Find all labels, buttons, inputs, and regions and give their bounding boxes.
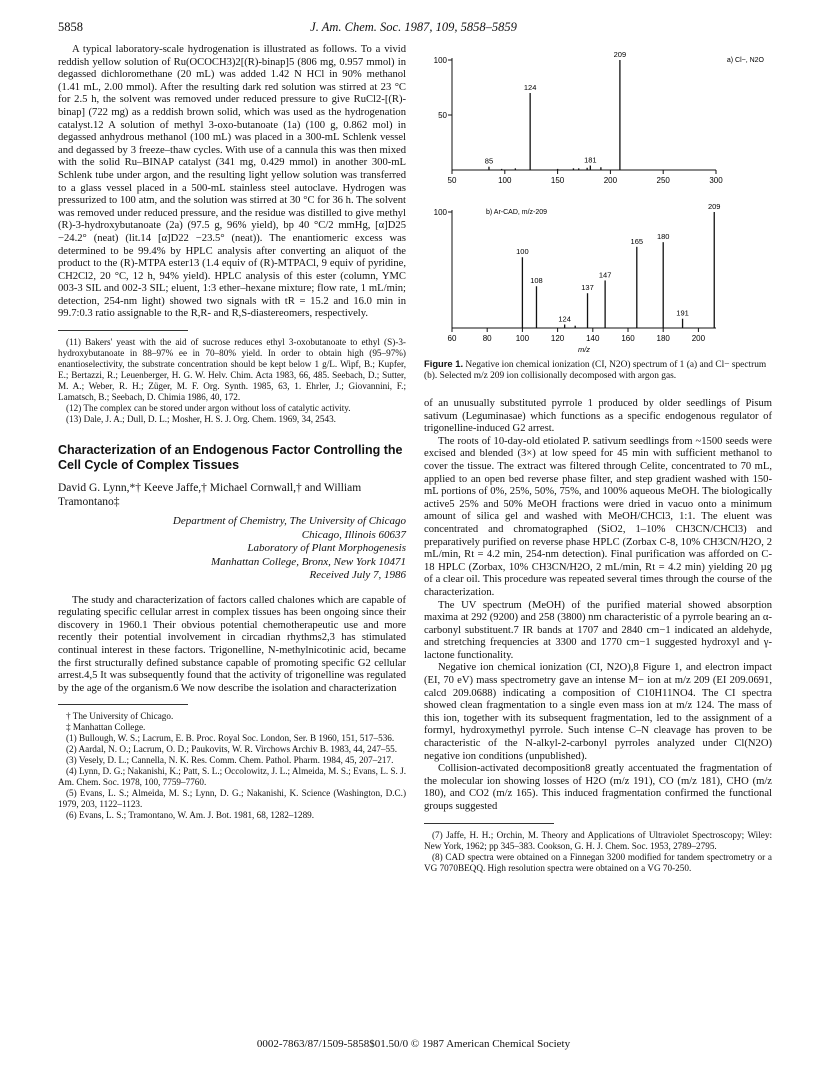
x-tick-label: 100 xyxy=(515,334,530,343)
peak-label: 165 xyxy=(630,236,644,246)
footnote-11: (11) Bakers' yeast with the aid of sucrose reduces ethyl 3-oxobutanoate to ethyl (S)-3-hydroxybutanoate in 88–97% ee in 70–80% yield. In order to obtain high (95–97%) enantioselectivity, the substrate concentration should be kept below 1 g/L. Wipf, B.; Kupfer, E.; Bertazzi, R.; Leuenberger, H. G. W. Helv. Chim. Acta 1983, 66, 485. Seebach, D.; Sutter, M. A.; Weber, R. H.; Züger, M. F. Org. Synth. 1985, 63, 1. Ehrler, J.; Giovannini, F.; Lamatsch, B.; Seebach, D. Chimia 1986, 40, 172. xyxy=(58,337,406,403)
body-paragraph: of an unusually substituted pyrrole 1 produced by older seedlings of Pisum sativum (Leguminasae) which functions as a specific endogenous regulator of trigonelline-induced G2 arrest. xyxy=(424,398,772,435)
right-column xyxy=(424,398,772,874)
spectrum-title: a) Cl−, N2O xyxy=(726,57,764,64)
footnotes-right xyxy=(424,830,772,874)
peak-label: 124 xyxy=(523,83,537,92)
footnote-1: (1) Bullough, W. S.; Lacrum, E. B. Proc. Royal Soc. London, Ser. B 1960, 151, 517–536. xyxy=(66,733,395,744)
page-header xyxy=(0,20,827,38)
affiliation-line: Laboratory of Plant Morphogenesis xyxy=(247,542,406,555)
footnote-7: (7) Jaffe, H. H.; Orchin, M. Theory and Applications of Ultraviolet Spectroscopy; Wiley: New York, 1962; pp 345–383. Cookson, G. H. J. Chem. Soc. 1953, 2789–2795. xyxy=(424,829,772,851)
footnote-ddagger: ‡ Manhattan College. xyxy=(66,722,146,733)
footnote-5: (5) Evans, L. S.; Almeida, M. S.; Lynn, D. G.; Nakanishi, K. Science (Washington, D.C.) 1979, 203, 1122–1123. xyxy=(58,788,406,810)
intro-paragraph: The study and characterization of factors called chalones which are capable of regulating specific cellular arrest in complex tissues has been ongoing since their discovery in 1960.1 Their obvious potential chemotherapeutic use and more recently their potential involvement in circadian rhythms2,3 has stimulated continual interest in these factors. Trigonelline, N-methylnicotinic acid, became the first structurally defined substance capable of promoting specific G2 cellular arrest.4,5 It was subsequently found that the activity of trigonelline was regulated by the age of the organism.6 We now describe the isolation and characterization xyxy=(58,594,406,694)
footnotes-bottom xyxy=(58,711,406,821)
body-paragraph: Negative ion chemical ionization (CI, N2O),8 Figure 1, and electron impact (EI, 70 eV) mass spectrometry gave an intense M− ion at m/z 209 (EI 209.0691, calcd 209.0688) indicating a composition of C10H11NO4. The CI spectra showed clean fragmentation to a single even mass ion at m/z 124. The mass of this ion, together with its subsequent fragmentation, led to the assignment of a formyl, hydroxymethyl pyrrole. Such intense C–N cleavage has proven to be characteristic of the N-alkyl-2-carbonyl pyrroles analyzed under Cl(N2O) negative ion conditions (unpublished). xyxy=(424,662,772,762)
peak-label: 108 xyxy=(530,276,543,286)
page-footer: 0002-7863/87/1509-5858$01.50/0 © 1987 American Chemical Society xyxy=(256,1038,571,1050)
figure-caption xyxy=(424,358,772,382)
page-number: 5858 xyxy=(58,20,83,34)
x-tick-label: 140 xyxy=(586,334,600,343)
x-axis-label: m/z xyxy=(577,345,591,352)
footnote-3: (3) Vesely, D. L.; Cannella, N. K. Res. Comm. Chem. Pathol. Pharm. 1984, 45, 207–217. xyxy=(66,755,394,766)
footnotes-top xyxy=(58,337,406,425)
figure-label: Figure 1. xyxy=(424,358,464,369)
received-date: Received July 7, 1986 xyxy=(309,569,406,582)
affiliation xyxy=(58,515,406,583)
x-tick-label: 60 xyxy=(447,334,457,343)
journal-citation: J. Am. Chem. Soc. 1987, 109, 5858–5859 xyxy=(310,20,517,34)
body-paragraph: Collision-activated decomposition8 greatly accentuated the fragmentation of the molecular ion showing losses of H2O (m/z 191), CO (m/z 181), CHO (m/z 180), and CO2 (m/z 165). This induced fragmentation confirmed the functional groups suggested xyxy=(424,763,772,812)
footnote-6: (6) Evans, L. S.; Tramontano, W. Am. J. Bot. 1981, 68, 1282–1289. xyxy=(66,810,315,821)
authors: David G. Lynn,*† Keeve Jaffe,† Michael Cornwall,† and William Tramontano‡ xyxy=(58,482,362,509)
x-tick-label: 180 xyxy=(656,334,670,343)
hydrogenation-paragraph: A typical laboratory-scale hydrogenation is illustrated as follows. To a vivid reddish yellow solution of Ru(OCOCH3)2[(R)-binap]5 (806 mg, 0.957 mmol) in degassed dichloromethane (20 mL) was added 1.42 N HCl in 90% methanol (1.41 mL, 2.00 mmol). After the resulting dark red solution was stirred at 23 °C for 2.5 h, the solvent was removed under reduced pressure to give RuCl2-[(R)-binap] (722 mg) as a reddish brown solid, which was used as the hydrogenation catalyst.12 A solution of methyl 3-oxo-butanoate (1a) (100 g, 0.862 mol) in degassed anhydrous methanol (100 mL) was placed in a 300-mL Schlenk vessel and degassed by 3 freeze–thaw cycles. With use of a cannula this was then mixed with the solid Ru–BINAP catalyst (341 mg, 0.429 mmol) in another 300-mL Schlenk tube under argon, and the resulting light yellow solution was transferred to a glass vessel placed in a 500-mL stainless steel autoclave. Hydrogen was pressurized to 100 atm, and the solution was stirred at 30 °C for 36 h. The solvent was removed under reduced pressure, and the residue was distilled to give methyl (R)-3-hydroxybutanoate (2a) (97.5 g, 96% yield), bp 40 °C/2 mmHg, [α]D25 −24.2° (neat) (lit.14 [α]D22 −23.5° (neat)). The enantiomeric excess was determined to be 99.4% by HPLC analysis after converting an aliquot of the product to the (R)-MTPA ester13 (1.4 equiv of (R)-MTPACl, 9 equiv of pyridine, CH2Cl2, 20 °C, 12 h, 94% yield). HPLC analysis of this ester (column, YMC 003-3 SIL and 002-3 SIL; eluent, 1:3 ether–hexane mixture; flow rate, 1 mL/min; detection, 254-nm light) showed two signals with tR = 15.2 and 16.0 min in 99.7:0.3 ratio assignable to the R,R- and R,S-diastereomers, respectively. xyxy=(58,44,406,320)
body-paragraph: The UV spectrum (MeOH) of the purified material showed absorption maxima at 292 (9200) and 258 (3800) nm characteristic of a pyrrole bearing an α-carbonyl substituent.7 IR bands at 1707 and 2840 cm−1 indicated an aldehyde, and stretching frequencies at 3300 and 1770 cm−1 suggested hydroxyl and γ-lactone functionality. xyxy=(424,599,772,661)
spectrum-b-chart xyxy=(424,200,772,352)
x-tick-label: 100 xyxy=(498,176,512,185)
affiliation-line: Department of Chemistry, The University of Chicago xyxy=(172,515,406,528)
peak-label: 181 xyxy=(584,155,597,165)
spectrum-a-chart xyxy=(424,48,772,198)
y-tick-label: 100 xyxy=(433,56,447,65)
x-tick-label: 250 xyxy=(656,176,670,185)
x-tick-label: 150 xyxy=(550,176,565,185)
figure-caption-text: Negative ion chemical ionization (CI, N2O) spectrum of 1 (a) and Cl− spectrum (b). Selected m/z 209 ion collisionally decomposed with argon gas. xyxy=(424,360,767,382)
footnote-dagger: † The University of Chicago. xyxy=(66,711,174,722)
x-tick-label: 80 xyxy=(482,334,492,343)
footnote-rule xyxy=(58,330,188,331)
footnote-13: (13) Dale, J. A.; Dull, D. L.; Mosher, H. S. J. Org. Chem. 1969, 34, 2543. xyxy=(66,414,336,425)
peak-label: 85 xyxy=(484,156,494,166)
x-tick-label: 160 xyxy=(621,334,635,343)
footnote-4: (4) Lynn, D. G.; Nakanishi, K.; Patt, S. L.; Occolowitz, J. L.; Almeida, M. S.; Evans, L. S. J. Am. Chem. Soc. 1978, 100, 7759–7760. xyxy=(58,766,406,788)
x-tick-label: 200 xyxy=(691,334,706,343)
x-tick-label: 200 xyxy=(603,176,618,185)
peak-label: 137 xyxy=(581,283,594,293)
peak-label: 124 xyxy=(558,314,571,324)
footnote-rule xyxy=(58,704,188,705)
affiliation-line: Manhattan College, Bronx, New York 10471 xyxy=(210,555,406,568)
footnote-rule xyxy=(424,823,554,824)
y-tick-label: 100 xyxy=(433,208,447,217)
article-title: Characterization of an Endogenous Factor Controlling the Cell Cycle of Complex Tissues xyxy=(58,443,403,473)
x-tick-label: 120 xyxy=(550,334,565,343)
footnote-8: (8) CAD spectra were obtained on a Finnegan 3200 modified for tandem spectrometry or a VG 7070BEQQ. High resolution spectra were obtained on a VG 70-250. xyxy=(424,851,772,873)
body-paragraph: The roots of 10-day-old etiolated P. sativum seedlings from ~1500 seeds were excised and blended (3×) at low speed for 45 min with sufficient methanol to cover the tissue. The extract was filtered through Celite, concentrated to 70 mL, applied to an open bed reverse phase filter, and step gradient washed with 150-mL portions of 0%, 25%, 50%, 75%, and 100% aqueous MeOH. The biologically active5 25% and 50% MeOH fractions were dried in vacuo onto a minimum amount of silica gel and washed with MeOH/CHCl3, 1:1. The eluent was concentrated and chromatographed (SiO2, 1–10% CH3CN/CHCl3) and preparatively purified on reverse phase HPLC (Zorbax C-8, 10% CH3CN/H2O, 2 mL/min, Rt = 4.2 min, 254-nm detection). Final purification was afforded on C-18 HPLC (Zorbax, 10% CH3CN/H2O, 2 mL/min, Rt = 4.2 min) yielding 20 µg of a clear oil. This procedure was repeated several times through the course of the characterization. xyxy=(424,435,772,598)
affiliation-line: Chicago, Illinois 60637 xyxy=(301,528,406,541)
peak-label: 209 xyxy=(613,50,627,59)
x-tick-label: 300 xyxy=(709,176,723,185)
spectrum-title: b) Ar-CAD, m/z-209 xyxy=(486,209,548,216)
peak-label: 147 xyxy=(598,270,612,280)
peak-label: 180 xyxy=(656,232,670,242)
peak-label: 209 xyxy=(707,202,721,211)
left-column xyxy=(58,44,406,821)
peak-label: 100 xyxy=(516,247,529,257)
y-tick-label: 50 xyxy=(438,111,447,120)
footnote-12: (12) The complex can be stored under argon without loss of catalytic activity. xyxy=(66,403,351,414)
footnote-2: (2) Aardal, N. O.; Lacrum, O. D.; Paukovits, W. R. Virchows Archiv B. 1983, 44, 247–55. xyxy=(66,744,398,755)
x-tick-label: 50 xyxy=(447,176,457,185)
peak-label: 191 xyxy=(676,308,689,318)
